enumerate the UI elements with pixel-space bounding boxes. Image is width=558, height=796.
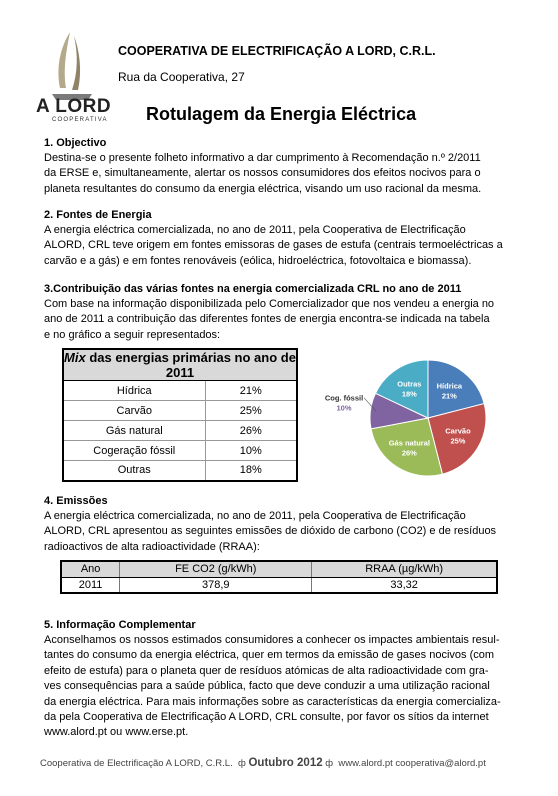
section-heading: 3.Contribuição das várias fontes na energia comercializada CRL no ano de 2011 (44, 283, 462, 295)
column-header: Ano (61, 561, 120, 577)
pie-category-label: Hídrica (436, 381, 463, 391)
paragraph-line: da ERSE e, simultaneamente, alertar os nossos consumidores dos efeitos nocivos para o (44, 167, 481, 180)
column-header: FE CO2 (g/kWh) (120, 561, 312, 577)
table-row (63, 461, 297, 481)
source-cell: Carvão (63, 401, 205, 421)
emissions-table (60, 560, 498, 594)
logo-subtext: COOPERATIVA (52, 117, 108, 123)
source-cell: Outras (63, 461, 205, 481)
paragraph-line: e no gráfico a seguir representados: (44, 328, 221, 341)
section-objectivo (44, 136, 522, 197)
pie-category-label: Carvão (445, 426, 471, 436)
pie-value-label: 25% (450, 436, 466, 446)
paragraph-line: carvão e a gás) e em fontes renováveis (eólica, hidroeléctrica, fotovoltaica e biomassa). (44, 254, 472, 267)
pie-value-label: 10% (336, 403, 352, 413)
company-address: Rua da Cooperativa, 27 (118, 70, 245, 84)
paragraph-line: A energia eléctrica comercializada, no ano de 2011, pela Cooperativa de Electrificação (44, 510, 466, 522)
source-cell: Cogeração fóssil (63, 441, 205, 461)
section-heading: 1. Objectivo (44, 137, 107, 149)
table-row (63, 381, 297, 401)
source-cell: Hídrica (63, 381, 205, 401)
source-cell: Gás natural (63, 421, 205, 441)
footer-separator: ф (238, 758, 246, 769)
paragraph-line: efeito de estufa) para o planeta quer de resíduos atómicas de alta radioactividade com gra- (44, 664, 489, 677)
footer-date: Outubro 2012 (248, 757, 323, 769)
pie-value-label: 26% (401, 448, 417, 458)
paragraph-line: ALORD, CRL apresentou as seguintes emissões de dióxido de carbono (CO2) e de resíduos (44, 525, 497, 538)
table-row (61, 577, 497, 593)
paragraph-line: da energia eléctrica. Para mais informações sobre as características da energia comercializa- (44, 695, 501, 708)
energy-pie-chart (306, 358, 532, 478)
paragraph-line: Com base na informação disponibilizada pelo Comercializador que nos vendeu a energia no (44, 298, 495, 310)
company-name: COOPERATIVA DE ELECTRIFICAÇÃO A LORD, C.R.L. (118, 44, 436, 58)
footer-separator: ф (325, 758, 334, 769)
section-heading: 2. Fontes de Energia (44, 209, 152, 221)
co2-cell: 378,9 (120, 577, 312, 593)
paragraph-line: ano de 2011 a contribuição das diferentes fontes de energia encontra-se indicada na tabela (44, 313, 490, 326)
paragraph-line: A energia eléctrica comercializada, no ano de 2011, pela Cooperativa de Electrificação (44, 224, 466, 236)
logo-text: A LORD (36, 96, 112, 117)
value-cell: 26% (205, 421, 297, 441)
table-row (63, 421, 297, 441)
table-row (63, 441, 297, 461)
table-row (63, 401, 297, 421)
paragraph-line: ALORD, CRL teve origem em fontes emissoras de gases de estufa (centrais termoeléctricas a (44, 239, 503, 252)
section-heading: 5. Informação Complementar (44, 619, 196, 631)
rraa-cell: 33,32 (312, 577, 497, 593)
paragraph-line: planeta resultantes do consumo da energia eléctrica, visando um uso racional da mesma. (44, 182, 482, 195)
energy-mix-table (62, 348, 298, 482)
paragraph-line: Aconselhamos os nossos estimados consumidores a conhecer os impactes ambientais resul- (44, 634, 500, 646)
document-title: Rotulagem da Energia Eléctrica (146, 104, 417, 124)
paragraph-line: Destina-se o presente folheto informativo a dar cumprimento à Recomendação n.º 2/2011 (44, 152, 481, 164)
paragraph-line: www.alord.pt ou www.erse.pt. (44, 726, 189, 739)
value-cell: 18% (205, 461, 297, 481)
section-informacao (44, 618, 522, 741)
pie-value-label: 21% (441, 391, 457, 401)
value-cell: 10% (205, 441, 297, 461)
page-footer (40, 757, 530, 769)
section-heading: 4. Emissões (44, 495, 108, 507)
section-emissoes (44, 494, 522, 555)
section-contribuicao (44, 282, 522, 343)
paragraph-line: radioactivos de alta radioactividade (RRAA): (44, 540, 260, 553)
value-cell: 21% (205, 381, 297, 401)
footer-contacts: www.alord.pt cooperativa@alord.pt (338, 758, 486, 769)
footer-company: Cooperativa de Electrificação A LORD, C.R.L. (40, 758, 233, 769)
year-cell: 2011 (78, 578, 103, 591)
pie-category-label: Cog. fóssil (324, 393, 364, 403)
value-cell: 25% (205, 401, 297, 421)
section-fontes (44, 208, 522, 269)
energy-mix-table-title: Mix das energias primárias no ano de 2011 (64, 350, 296, 380)
paragraph-line: da pela Cooperativa de Electrificação A LORD, CRL consulte, por favor os sítios da internet (44, 711, 489, 724)
pie-value-label: 18% (401, 389, 417, 399)
paragraph-line: ves consequências para a saúde pública, facto que deve conduzir a uma utilização racional (44, 680, 490, 693)
pie-category-label: Gás natural (388, 438, 430, 448)
pie-category-label: Outras (397, 379, 422, 389)
column-header: RRAA (µg/kWh) (312, 561, 497, 577)
paragraph-line: tantes do consumo da energia eléctrica, quer em termos da emissão de gases nocivos (com (44, 649, 495, 662)
